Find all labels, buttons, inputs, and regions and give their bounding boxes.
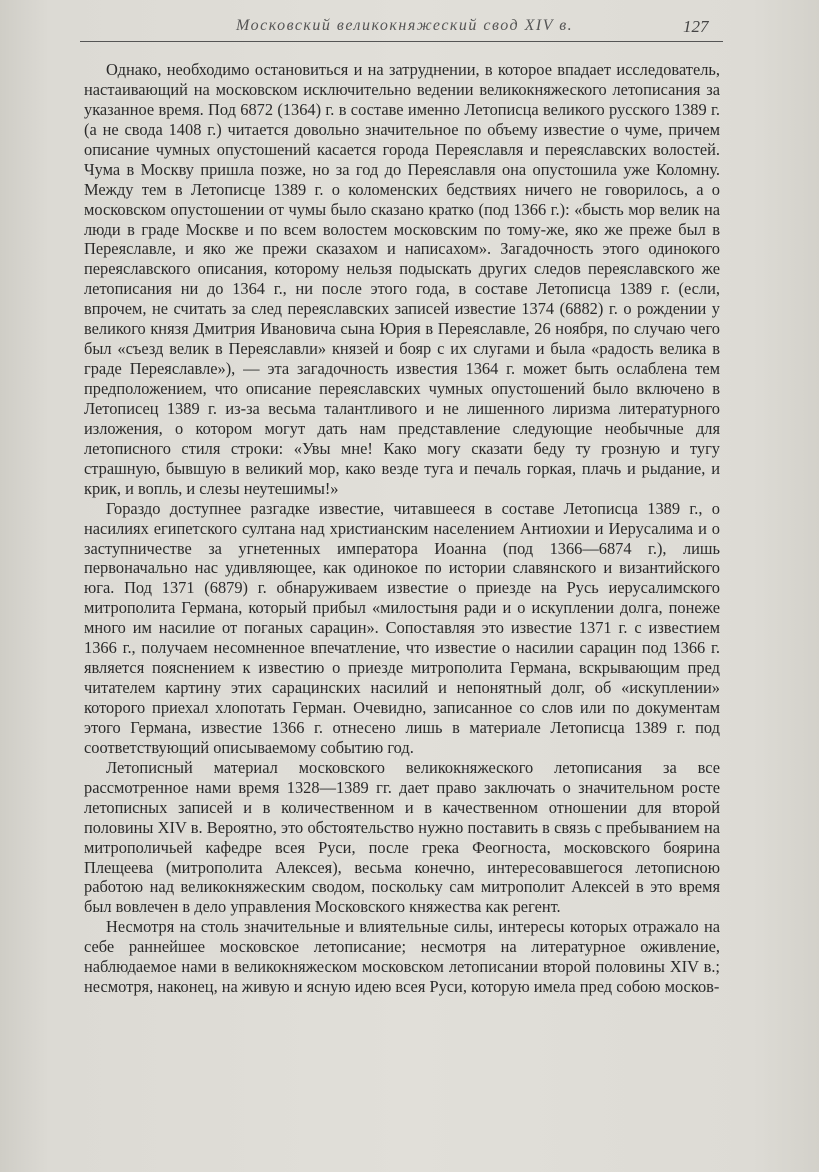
paragraph: Несмотря на столь значительные и влиятельные силы, интересы которых отражало на себе раннейшее московское летописание; несмотря на литературное оживление, наблюдаемое нами в великокняжеском московском летописании второй половины XIV в.; несмотря, наконец, на живую и ясную идею всея Руси, которую имела пред собою москов- bbox=[84, 917, 720, 997]
paragraph: Летописный материал московского великокняжеского летописания за все рассмотренное нами время 1328—1389 гг. дает право заключать о значительном росте летописных записей и в количественном и в качественном отношении для второй половины XIV в. Вероятно, это обстоятельство нужно поставить в связь с пребыванием на митрополичьей кафедре всея Руси, после грека Феогноста, московского боярина Плещеева (митрополита Алексея), весьма конечно, интересовавшегося летописною работою над великокняжеским сводом, поскольку сам митрополит Алексей в это время был вовлечен в дело управления Московского княжества как регент. bbox=[84, 757, 720, 917]
running-head-title: Московский великокняжеский свод XIV в. bbox=[236, 17, 574, 34]
page-number: 127 bbox=[683, 17, 709, 36]
header-rule bbox=[80, 41, 723, 42]
paragraph: Гораздо доступнее разгадке известие, читавшееся в составе Летописца 1389 г., о насилиях египетского султана над христианским населением Антиохии и Иерусалима и о заступничестве за угнетенных императора Иоанна (под 1366—6874 г.), лишь первоначально нас удивляющее, как одинокое по истории славянского и византийского юга. Под 1371 (6879) г. обнаруживаем известие о приезде на Русь иерусалимского митрополита Германа, который прибыл «милостыня ради и о искуплении долга, понеже много им насилие от поганых сарацин». Сопоставляя это известие 1371 г. с известием 1366 г., получаем несомненное впечатление, что известие о насилии сарацин под 1366 г. является пояснением к известию о приезде митрополита Германа, вскрывающим пред читателем картину этих сарацинских насилий и непонятный долг, об «искуплении» которого приехал хлопотать Герман. Очевидно, записанное со слов или по документам этого Германа, известие 1366 г. отнесено лишь в материале Летописца 1389 г. под соответствующий описываемому событию год. bbox=[84, 498, 720, 757]
running-head bbox=[0, 14, 819, 44]
body-text bbox=[84, 60, 720, 997]
paragraph: Однако, необходимо остановиться и на затруднении, в которое впадает исследователь, настаивающий на московском исключительно ведении великокняжеского летописания за указанное время. Под 6872 (1364) г. в составе именно Летописца великого русского 1389 г. (а не свода 1408 г.) читается довольно значительное по объему известие о чуме, причем описание чумных опустошений касается города Переяславля и переяславских волостей. Чума в Москву пришла позже, но за год до Переяславля она опустошила уже Коломну. Между тем в Летописце 1389 г. о коломенских бедствиях ничего не говорилось, а о московском опустошении от чумы было сказано кратко (под 1366 г.): «бысть мор велик на люди в граде Москве и по всем волостем московским по тому-же, яко же преже был в Переяславле, и яко же прежи сказахом и написахом». Загадочность этого одинокого переяславского описания, которому нельзя подыскать других следов переяславского же летописания ни до 1364 г., ни после этого года, в составе Летописца 1389 г. (если, впрочем, не считать за след переяславских записей известие 1374 (6882) г. о рождении у великого князя Дмитрия Ивановича сына Юрия в Переяславле, 26 ноября, по случаю чего был «съезд велик в Переяславли» князей и бояр с их слугами и была «радость велика в граде Переяславле»), — эта загадочность известия 1364 г. может быть ослаблена тем предположением, что описание переяславских чумных опустошений было включено в Летописец 1389 г. из-за весьма талантливого и не лишенного лиризма литературного изложения, о котором могут дать нам представление следующие необычные для летописного стиля строки: «Увы мне! Како могу сказати беду ту грозную и тугу страшную, бывшую в великий мор, како везде туга и печаль горкая, плачь и рыдание, и крик, и вопль, и слезы неутешимы!» bbox=[84, 60, 720, 498]
